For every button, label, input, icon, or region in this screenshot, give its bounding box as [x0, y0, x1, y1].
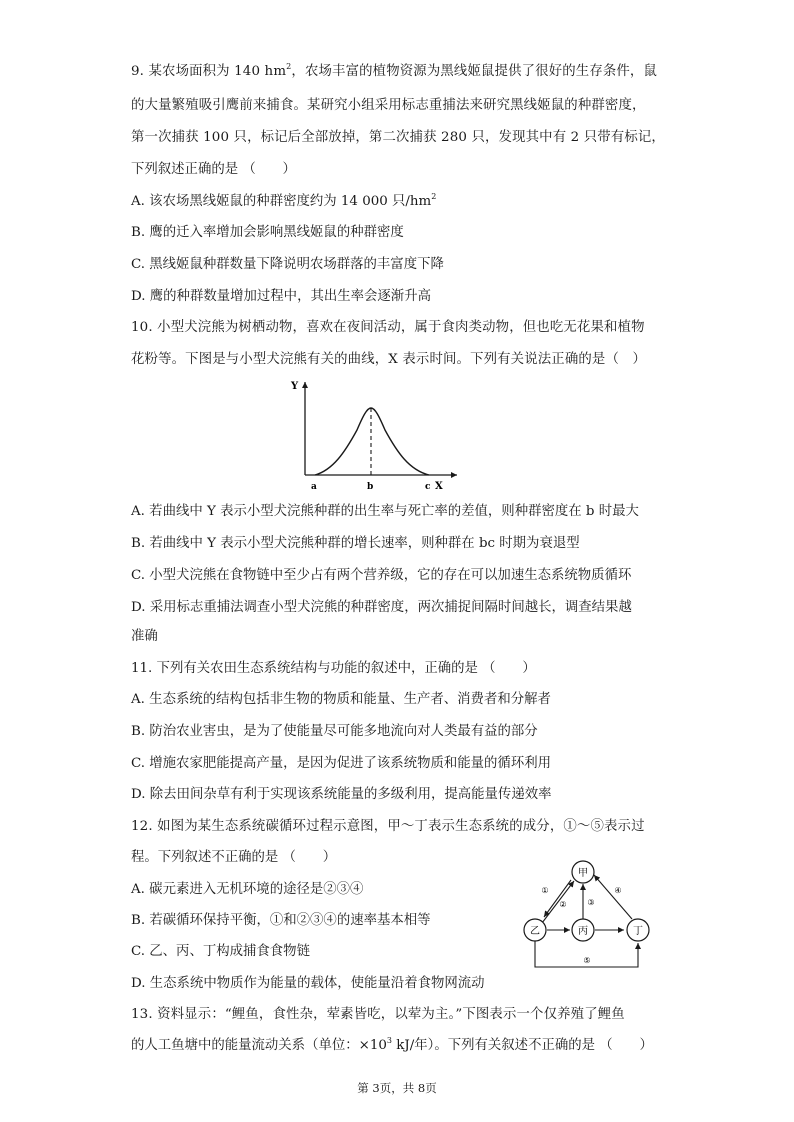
q9-stem-line-1: 9. 某农场面积为 140 $hm^2$，农场丰富的植物资源为黑线姬鼠提供了很好的生存条件，鼠 [131, 62, 658, 79]
tick-c: c [425, 482, 431, 492]
q12-option-c: C. 乙、丙、丁构成捕食食物链 [131, 944, 310, 959]
q12-option-d: D. 生态系统中物质作为能量的载体，使能量沿着食物网流动 [131, 976, 485, 991]
process-4-label: ④ [614, 886, 622, 895]
q10-option-b: B. 若曲线中 Y 表示小型犬浣熊种群的增长速率，则种群在 bc 时期为衰退型 [131, 536, 580, 551]
q12-option-b: B. 若碳循环保持平衡，①和②③④的速率基本相等 [131, 913, 431, 928]
q11-option-d: D. 除去田间杂草有利于实现该系统能量的多级利用，提高能量传递效率 [131, 787, 552, 802]
y-axis-label: Y [291, 381, 299, 392]
q11-option-c: C. 增施农家肥能提高产量，是因为促进了该系统物质和能量的循环利用 [131, 756, 551, 771]
q9-option-d: D. 鹰的种群数量增加过程中，其出生率会逐渐升高 [131, 289, 431, 304]
q10-curve-graph [285, 372, 465, 498]
x-axis-label: X [435, 481, 443, 492]
process-3-label: ③ [587, 898, 595, 907]
process-1-label: ① [541, 886, 549, 895]
q11-option-b: B. 防治农业害虫，是为了使能量尽可能多地流向对人类最有益的部分 [131, 724, 538, 739]
q12-option-a: A. 碳元素进入无机环境的途径是②③④ [131, 882, 364, 897]
q9-option-a: A. 该农场黑线姬鼠的种群密度约为 14 000 只$/hm^2$ [131, 192, 437, 209]
q9-option-c: C. 黑线姬鼠种群数量下降说明农场群落的丰富度下降 [131, 257, 444, 272]
q9-option-b: B. 鹰的迁入率增加会影响黑线姬鼠的种群密度 [131, 225, 404, 240]
q9-stem-line-2: 的大量繁殖吸引鹰前来捕食。某研究小组采用标志重捕法来研究黑线姬鼠的种群密度， [131, 98, 646, 113]
q10-stem-line-2: 花粉等。下图是与小型犬浣熊有关的曲线，X 表示时间。下列有关说法正确的是（ ） [131, 352, 647, 367]
process-5-label: ⑤ [583, 956, 591, 965]
q11-option-a: A. 生态系统的结构包括非生物的物质和能量、生产者、消费者和分解者 [131, 692, 551, 707]
q12-stem-line-1: 12. 如图为某生态系统碳循环过程示意图，甲～丁表示生态系统的成分，①～⑤表示过 [131, 819, 645, 834]
node-jia-label: 甲 [578, 868, 588, 879]
node-ding-label: 丁 [633, 926, 643, 937]
q9-stem-line-3: 第一次捕获 100 只，标记后全部放掉，第二次捕获 280 只，发现其中有 2 只带有标记， [131, 130, 665, 145]
q12-carbon-cycle-diagram [518, 853, 668, 975]
q10-option-a: A. 若曲线中 Y 表示小型犬浣熊种群的出生率与死亡率的差值，则种群密度在 b 时最大 [131, 504, 639, 519]
node-bing-label: 丙 [578, 926, 588, 937]
node-yi-label: 乙 [530, 926, 540, 937]
tick-b: b [367, 482, 374, 492]
q10-option-c: C. 小型犬浣熊在食物链中至少占有两个营养级，它的存在可以加速生态系统物质循环 [131, 568, 632, 583]
q10-option-d-line-2: 准确 [131, 629, 158, 644]
q11-stem: 11. 下列有关农田生态系统结构与功能的叙述中，正确的是 （ ） [131, 661, 536, 676]
q13-stem-line-2: 的人工鱼塘中的能量流动关系（单位：$\times 10^3$ kJ/年）。下列有关叙述不正确的是 （ ） [131, 1036, 653, 1053]
page-footer: 第 3页，共 8页 [357, 1081, 437, 1095]
q10-option-d-line-1: D. 采用标志重捕法调查小型犬浣熊的种群密度，两次捕捉间隔时间越长，调查结果越 [131, 600, 632, 615]
q9-stem-line-4: 下列叙述正确的是 （ ） [131, 162, 296, 177]
q13-stem-line-1: 13. 资料显示：“鲤鱼，食性杂，荤素皆吃，以荤为主。”下图表示一个仅养殖了鲤鱼 [131, 1007, 625, 1022]
arrow-4 [594, 875, 632, 919]
q12-stem-line-2: 程。下列叙述不正确的是 （ ） [131, 850, 337, 865]
tick-a: a [311, 482, 317, 492]
process-2-label: ② [559, 900, 567, 909]
bell-curve [315, 408, 429, 475]
q10-stem-line-1: 10. 小型犬浣熊为树栖动物，喜欢在夜间活动，属于食肉类动物，但也吃无花果和植物 [131, 320, 645, 335]
